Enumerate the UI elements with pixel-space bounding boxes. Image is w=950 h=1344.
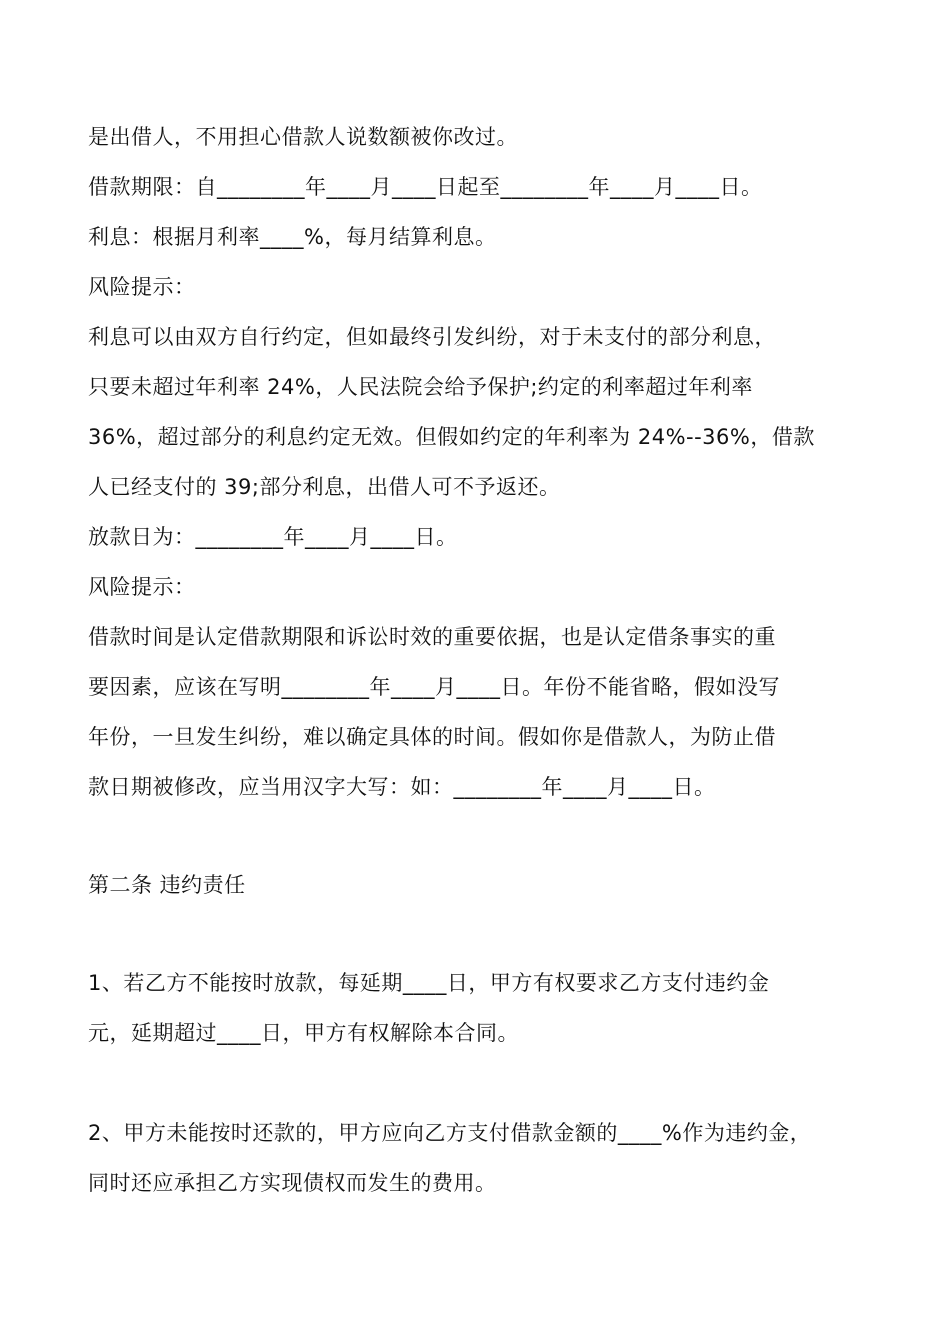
risk-heading: 风险提示：	[88, 275, 196, 299]
interest-line: 利息：根据月利率____%，每月结算利息。	[88, 225, 497, 249]
clause-1-line: 元，延期超过____日，甲方有权解除本合同。	[88, 1021, 519, 1045]
risk-heading: 风险提示：	[88, 575, 196, 599]
text-line: 只要未超过年利率 24%，人民法院会给予保护;约定的利率超过年利率	[88, 375, 753, 399]
clause-2-line: 同时还应承担乙方实现债权而发生的费用。	[88, 1171, 497, 1195]
clause-2-line: 2、甲方未能按时还款的，甲方应向乙方支付借款金额的____%作为违约金，	[88, 1121, 812, 1145]
text-line: 年份，一旦发生纠纷，难以确定具体的时间。假如你是借款人，为防止借	[88, 725, 776, 749]
text-line: 36%，超过部分的利息约定无效。但假如约定的年利率为 24%--36%，借款	[88, 425, 815, 449]
text-line: 人已经支付的 39;部分利息，出借人可不予返还。	[88, 475, 561, 499]
release-date-line: 放款日为：________年____月____日。	[88, 525, 458, 549]
text-line: 是出借人，不用担心借款人说数额被你改过。	[88, 125, 518, 149]
clause-1-line: 1、若乙方不能按时放款，每延期____日，甲方有权要求乙方支付违约金	[88, 971, 770, 995]
text-line: 要因素，应该在写明________年____月____日。年份不能省略，假如没写	[88, 675, 780, 699]
article-heading: 第二条 违约责任	[88, 873, 246, 897]
text-line: 利息可以由双方自行约定，但如最终引发纠纷，对于未支付的部分利息，	[88, 325, 776, 349]
loan-term-line: 借款期限：自________年____月____日起至________年____月____日。	[88, 175, 763, 199]
text-line: 借款时间是认定借款期限和诉讼时效的重要依据，也是认定借条事实的重	[88, 625, 776, 649]
text-line: 款日期被修改，应当用汉字大写：如：________年____月____日。	[88, 775, 716, 799]
